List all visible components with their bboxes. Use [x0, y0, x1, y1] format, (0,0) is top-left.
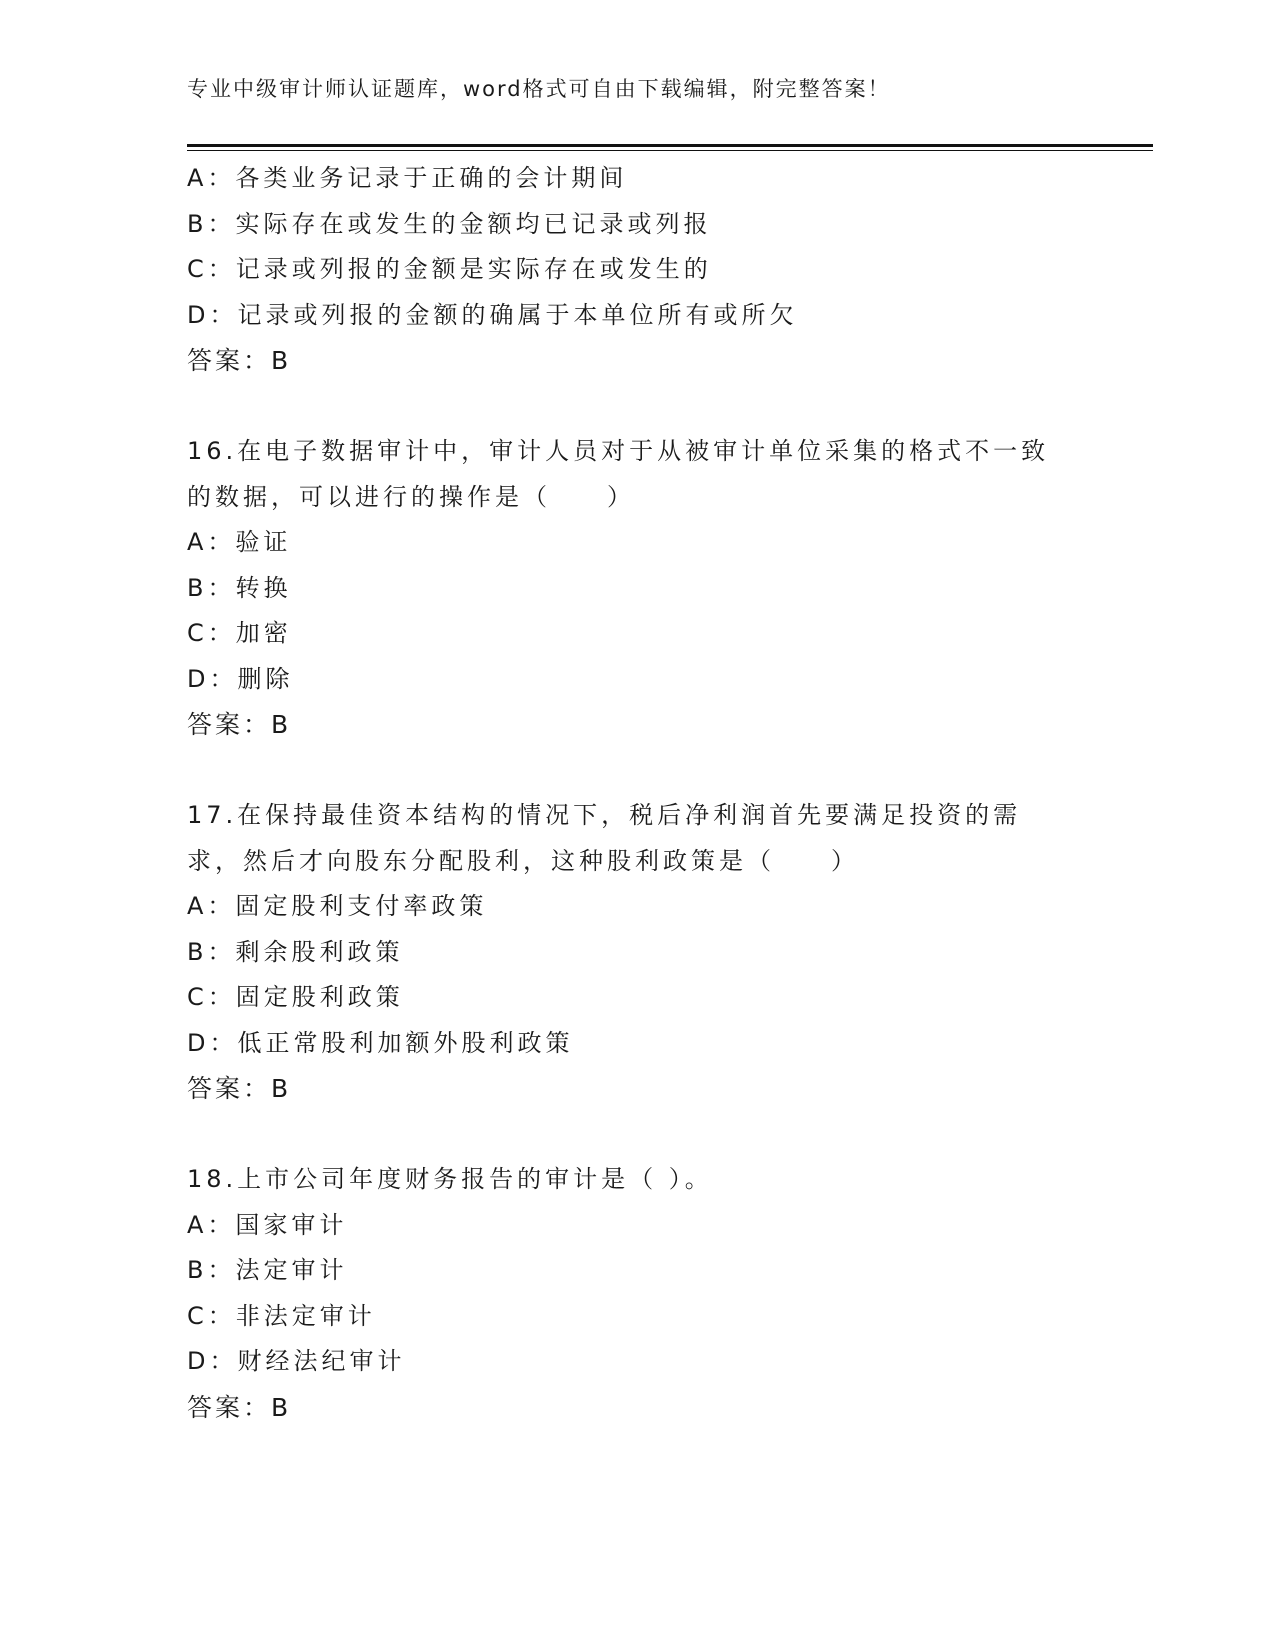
option-c: C：非法定审计	[187, 1301, 376, 1330]
option-d: D：删除	[187, 664, 294, 693]
answer-line	[187, 1385, 1107, 1431]
option-a: A：固定股利支付率政策	[187, 892, 488, 920]
option-c: C：加密	[187, 619, 292, 647]
header-rule-thick	[187, 144, 1153, 147]
option-c: C：记录或列报的金额是实际存在或发生的	[187, 255, 712, 283]
question-list	[187, 156, 1107, 1430]
answer-value: B	[271, 710, 290, 739]
answer-line	[187, 702, 1107, 748]
question-text: 16.在电子数据审计中，审计人员对于从被审计单位采集的格式不一致的数据，可以进行的操作是（ ）	[187, 437, 1050, 511]
page-header-text: 专业中级审计师认证题库，word格式可自由下载编辑，附完整答案！	[187, 77, 891, 101]
question-text: 17.在保持最佳资本结构的情况下，税后净利润首先要满足投资的需求，然后才向股东分配股利，这种股利政策是（ ）	[187, 801, 1022, 875]
question-block-15	[187, 156, 1107, 384]
option-d: D：低正常股利加额外股利政策	[187, 1028, 574, 1057]
option-b: B：实际存在或发生的金额均已记录或列报	[187, 209, 712, 238]
question-block-18	[187, 1157, 1107, 1430]
answer-label: 答案：	[187, 1074, 272, 1103]
option-a: A：国家审计	[187, 1210, 348, 1239]
option-a: A：验证	[187, 528, 292, 556]
option-d: D：记录或列报的金额的确属于本单位所有或所欠	[187, 300, 798, 329]
header-rule-thin	[187, 150, 1153, 151]
option-b: B：剩余股利政策	[187, 937, 404, 966]
answer-label: 答案：	[187, 346, 272, 375]
answer-line	[187, 1066, 1107, 1112]
answer-value: B	[271, 1074, 290, 1103]
question-text: 18.上市公司年度财务报告的审计是（ ）。	[187, 1165, 713, 1193]
option-d: D：财经法纪审计	[187, 1347, 406, 1375]
option-b: B：法定审计	[187, 1256, 348, 1284]
answer-label: 答案：	[187, 1392, 272, 1422]
option-c: C：固定股利政策	[187, 983, 404, 1011]
option-b: B：转换	[187, 573, 292, 602]
answer-value: B	[271, 1392, 290, 1422]
question-block-16	[187, 429, 1107, 748]
answer-label: 答案：	[187, 710, 272, 739]
option-a: A：各类业务记录于正确的会计期间	[187, 164, 628, 192]
answer-line	[187, 338, 1107, 384]
answer-value: B	[271, 346, 290, 375]
question-block-17	[187, 793, 1107, 1112]
